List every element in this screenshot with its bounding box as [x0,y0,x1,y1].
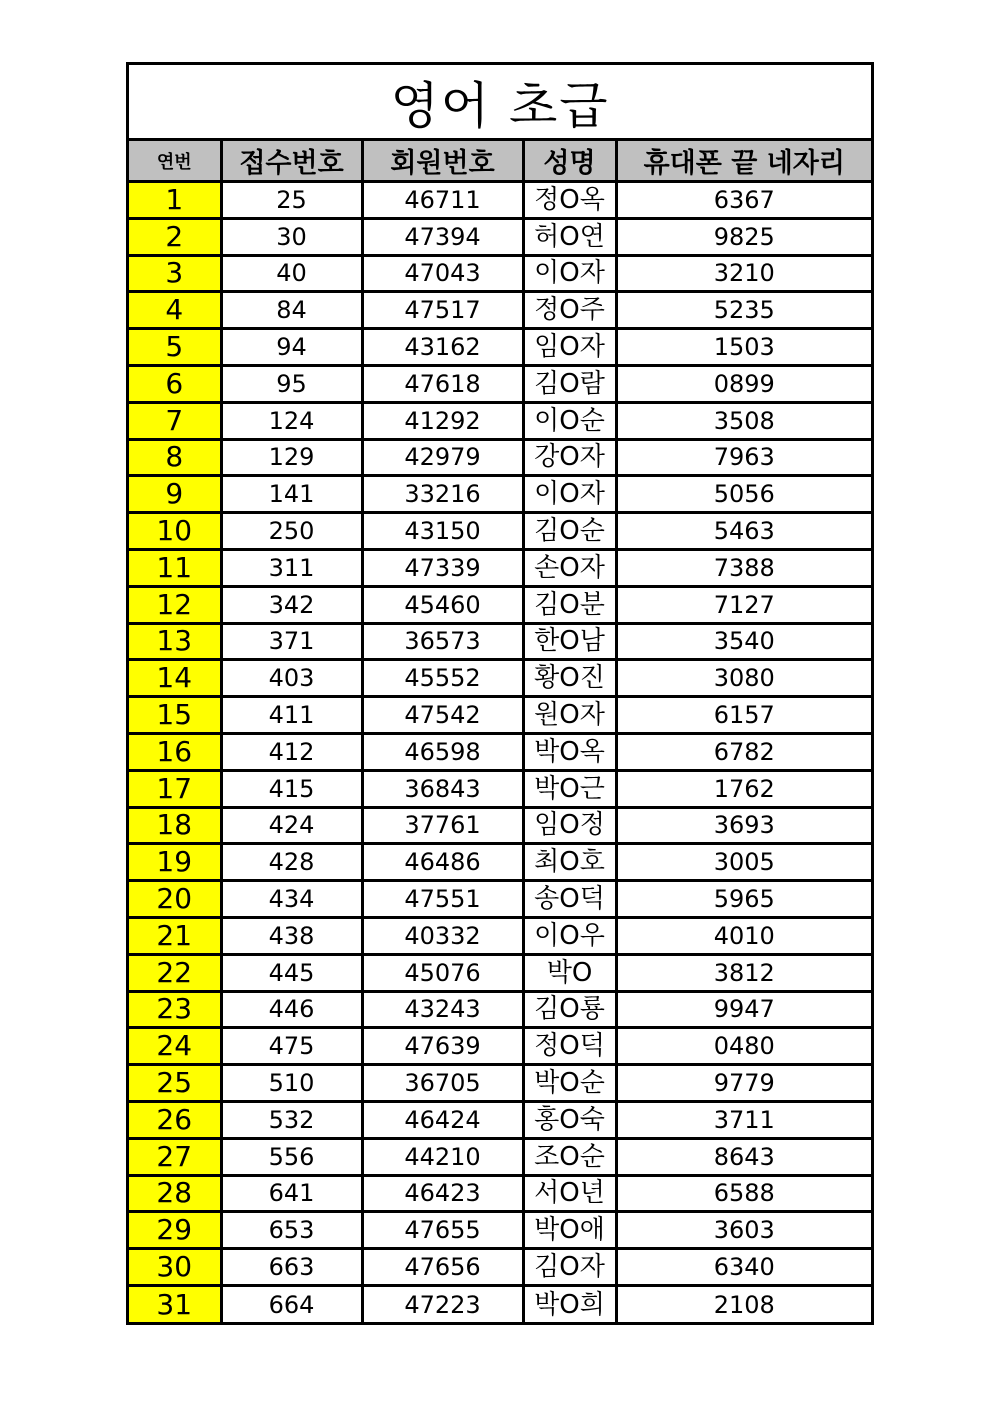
cell-name: 원O자 [523,697,616,734]
cell-receipt-number: 510 [221,1065,362,1102]
cell-name: 이O자 [523,476,616,513]
cell-serial: 1 [129,182,221,219]
cell-receipt-number: 250 [221,513,362,550]
cell-receipt-number: 412 [221,733,362,770]
cell-name: 손O자 [523,549,616,586]
cell-phone-last4: 3693 [616,807,871,844]
cell-receipt-number: 411 [221,697,362,734]
table-row [129,549,871,586]
table-row [129,881,871,918]
cell-receipt-number: 475 [221,1028,362,1065]
cell-serial: 4 [129,292,221,329]
cell-member-number: 36573 [362,623,523,660]
header-receipt-number: 접수번호 [221,141,362,182]
cell-serial: 8 [129,439,221,476]
cell-phone-last4: 1503 [616,329,871,366]
cell-phone-last4: 0480 [616,1028,871,1065]
table-row [129,660,871,697]
table-row [129,329,871,366]
table-row [129,1138,871,1175]
cell-name: 김O자 [523,1249,616,1286]
table-row [129,1065,871,1102]
table-row [129,807,871,844]
cell-name: 홍O숙 [523,1101,616,1138]
cell-serial: 22 [129,954,221,991]
cell-phone-last4: 4010 [616,917,871,954]
table-row [129,1028,871,1065]
table-row [129,954,871,991]
cell-name: 조O순 [523,1138,616,1175]
cell-serial: 2 [129,218,221,255]
cell-member-number: 43150 [362,513,523,550]
cell-receipt-number: 428 [221,844,362,881]
cell-member-number: 45552 [362,660,523,697]
table-row [129,1212,871,1249]
table-row [129,402,871,439]
cell-name: 황O진 [523,660,616,697]
cell-receipt-number: 532 [221,1101,362,1138]
table-row [129,1285,871,1322]
cell-name: 임O자 [523,329,616,366]
cell-receipt-number: 641 [221,1175,362,1212]
header-name: 성명 [523,141,616,182]
cell-serial: 30 [129,1249,221,1286]
cell-serial: 6 [129,365,221,402]
table-row [129,182,871,219]
cell-receipt-number: 30 [221,218,362,255]
cell-member-number: 37761 [362,807,523,844]
cell-serial: 12 [129,586,221,623]
cell-name: 박O근 [523,770,616,807]
table-row [129,991,871,1028]
table-row [129,586,871,623]
table-row [129,697,871,734]
cell-name: 이O자 [523,255,616,292]
cell-receipt-number: 415 [221,770,362,807]
table-body [129,182,871,1323]
table-row [129,292,871,329]
cell-name: 김O람 [523,365,616,402]
cell-phone-last4: 6367 [616,182,871,219]
cell-member-number: 47655 [362,1212,523,1249]
cell-receipt-number: 94 [221,329,362,366]
cell-member-number: 46423 [362,1175,523,1212]
cell-serial: 29 [129,1212,221,1249]
cell-receipt-number: 141 [221,476,362,513]
table-row [129,365,871,402]
cell-name: 박O애 [523,1212,616,1249]
cell-phone-last4: 6782 [616,733,871,770]
cell-phone-last4: 6157 [616,697,871,734]
cell-member-number: 36843 [362,770,523,807]
cell-serial: 7 [129,402,221,439]
cell-phone-last4: 5235 [616,292,871,329]
cell-member-number: 47517 [362,292,523,329]
cell-member-number: 42979 [362,439,523,476]
cell-phone-last4: 1762 [616,770,871,807]
cell-receipt-number: 40 [221,255,362,292]
cell-phone-last4: 3508 [616,402,871,439]
cell-receipt-number: 445 [221,954,362,991]
header-serial: 연번 [129,141,221,182]
cell-receipt-number: 446 [221,991,362,1028]
cell-member-number: 46598 [362,733,523,770]
cell-serial: 25 [129,1065,221,1102]
table-row [129,218,871,255]
cell-phone-last4: 3540 [616,623,871,660]
table-row [129,255,871,292]
cell-member-number: 47551 [362,881,523,918]
cell-member-number: 47542 [362,697,523,734]
cell-name: 송O덕 [523,881,616,918]
cell-member-number: 46486 [362,844,523,881]
cell-serial: 26 [129,1101,221,1138]
cell-name: 박O순 [523,1065,616,1102]
cell-phone-last4: 7388 [616,549,871,586]
cell-member-number: 47339 [362,549,523,586]
cell-phone-last4: 7127 [616,586,871,623]
cell-member-number: 45460 [362,586,523,623]
cell-name: 정O주 [523,292,616,329]
roster-sheet [126,62,874,1325]
cell-phone-last4: 9947 [616,991,871,1028]
cell-phone-last4: 3812 [616,954,871,991]
cell-member-number: 46424 [362,1101,523,1138]
cell-serial: 23 [129,991,221,1028]
cell-phone-last4: 9825 [616,218,871,255]
cell-receipt-number: 84 [221,292,362,329]
table-row [129,917,871,954]
cell-member-number: 33216 [362,476,523,513]
cell-serial: 31 [129,1285,221,1322]
cell-member-number: 46711 [362,182,523,219]
cell-phone-last4: 6340 [616,1249,871,1286]
cell-phone-last4: 5056 [616,476,871,513]
table-row [129,513,871,550]
cell-name: 박O [523,954,616,991]
cell-serial: 5 [129,329,221,366]
cell-member-number: 43243 [362,991,523,1028]
table-row [129,623,871,660]
header-phone-last4: 휴대폰 끝 네자리 [616,141,871,182]
cell-receipt-number: 403 [221,660,362,697]
cell-phone-last4: 6588 [616,1175,871,1212]
table-row [129,1175,871,1212]
cell-member-number: 47618 [362,365,523,402]
cell-name: 이O우 [523,917,616,954]
cell-receipt-number: 424 [221,807,362,844]
cell-member-number: 47043 [362,255,523,292]
cell-serial: 14 [129,660,221,697]
cell-name: 임O정 [523,807,616,844]
cell-serial: 3 [129,255,221,292]
cell-receipt-number: 124 [221,402,362,439]
cell-receipt-number: 556 [221,1138,362,1175]
cell-name: 정O옥 [523,182,616,219]
cell-serial: 11 [129,549,221,586]
cell-member-number: 41292 [362,402,523,439]
cell-member-number: 43162 [362,329,523,366]
cell-receipt-number: 129 [221,439,362,476]
cell-serial: 18 [129,807,221,844]
cell-member-number: 36705 [362,1065,523,1102]
cell-receipt-number: 95 [221,365,362,402]
cell-serial: 15 [129,697,221,734]
header-member-number: 회원번호 [362,141,523,182]
cell-phone-last4: 3711 [616,1101,871,1138]
table-row [129,770,871,807]
cell-member-number: 45076 [362,954,523,991]
table-row [129,439,871,476]
table-row [129,1249,871,1286]
cell-receipt-number: 653 [221,1212,362,1249]
cell-name: 정O덕 [523,1028,616,1065]
cell-member-number: 40332 [362,917,523,954]
cell-serial: 10 [129,513,221,550]
cell-phone-last4: 0899 [616,365,871,402]
cell-phone-last4: 8643 [616,1138,871,1175]
cell-phone-last4: 7963 [616,439,871,476]
cell-receipt-number: 25 [221,182,362,219]
cell-member-number: 47223 [362,1285,523,1322]
table-row [129,844,871,881]
table-row [129,476,871,513]
cell-phone-last4: 5463 [616,513,871,550]
cell-phone-last4: 3005 [616,844,871,881]
cell-member-number: 47639 [362,1028,523,1065]
cell-name: 최O호 [523,844,616,881]
sheet-title: 영어 초급 [129,65,871,141]
cell-phone-last4: 9779 [616,1065,871,1102]
cell-member-number: 44210 [362,1138,523,1175]
cell-name: 김O순 [523,513,616,550]
cell-name: 김O룡 [523,991,616,1028]
cell-phone-last4: 2108 [713,1290,775,1319]
table-row [129,733,871,770]
cell-member-number: 47656 [362,1249,523,1286]
header-row [129,141,871,182]
cell-name: 박O옥 [523,733,616,770]
cell-serial: 9 [129,476,221,513]
cell-serial: 21 [129,917,221,954]
cell-receipt-number: 438 [221,917,362,954]
cell-serial: 19 [129,844,221,881]
cell-receipt-number: 664 [221,1285,362,1322]
cell-receipt-number: 663 [221,1249,362,1286]
cell-serial: 24 [129,1028,221,1065]
cell-receipt-number: 434 [221,881,362,918]
cell-member-number: 47394 [362,218,523,255]
cell-receipt-number: 311 [221,549,362,586]
cell-serial: 16 [129,733,221,770]
cell-name: 허O연 [523,218,616,255]
cell-serial: 17 [129,770,221,807]
cell-serial: 27 [129,1138,221,1175]
cell-receipt-number: 371 [221,623,362,660]
cell-name: 김O분 [523,586,616,623]
cell-phone-last4: 3603 [616,1212,871,1249]
cell-serial: 28 [129,1175,221,1212]
cell-phone-last4: 3080 [616,660,871,697]
cell-name: 한O남 [523,623,616,660]
table-row [129,1101,871,1138]
cell-name: 강O자 [523,439,616,476]
cell-phone-last4: 3210 [616,255,871,292]
cell-serial: 13 [129,623,221,660]
roster-table [129,141,871,1322]
cell-receipt-number: 342 [221,586,362,623]
cell-phone-last4: 5965 [616,881,871,918]
cell-name: 서O년 [523,1175,616,1212]
cell-serial: 20 [129,881,221,918]
cell-name: 박O희 [523,1285,616,1322]
cell-name: 이O순 [523,402,616,439]
